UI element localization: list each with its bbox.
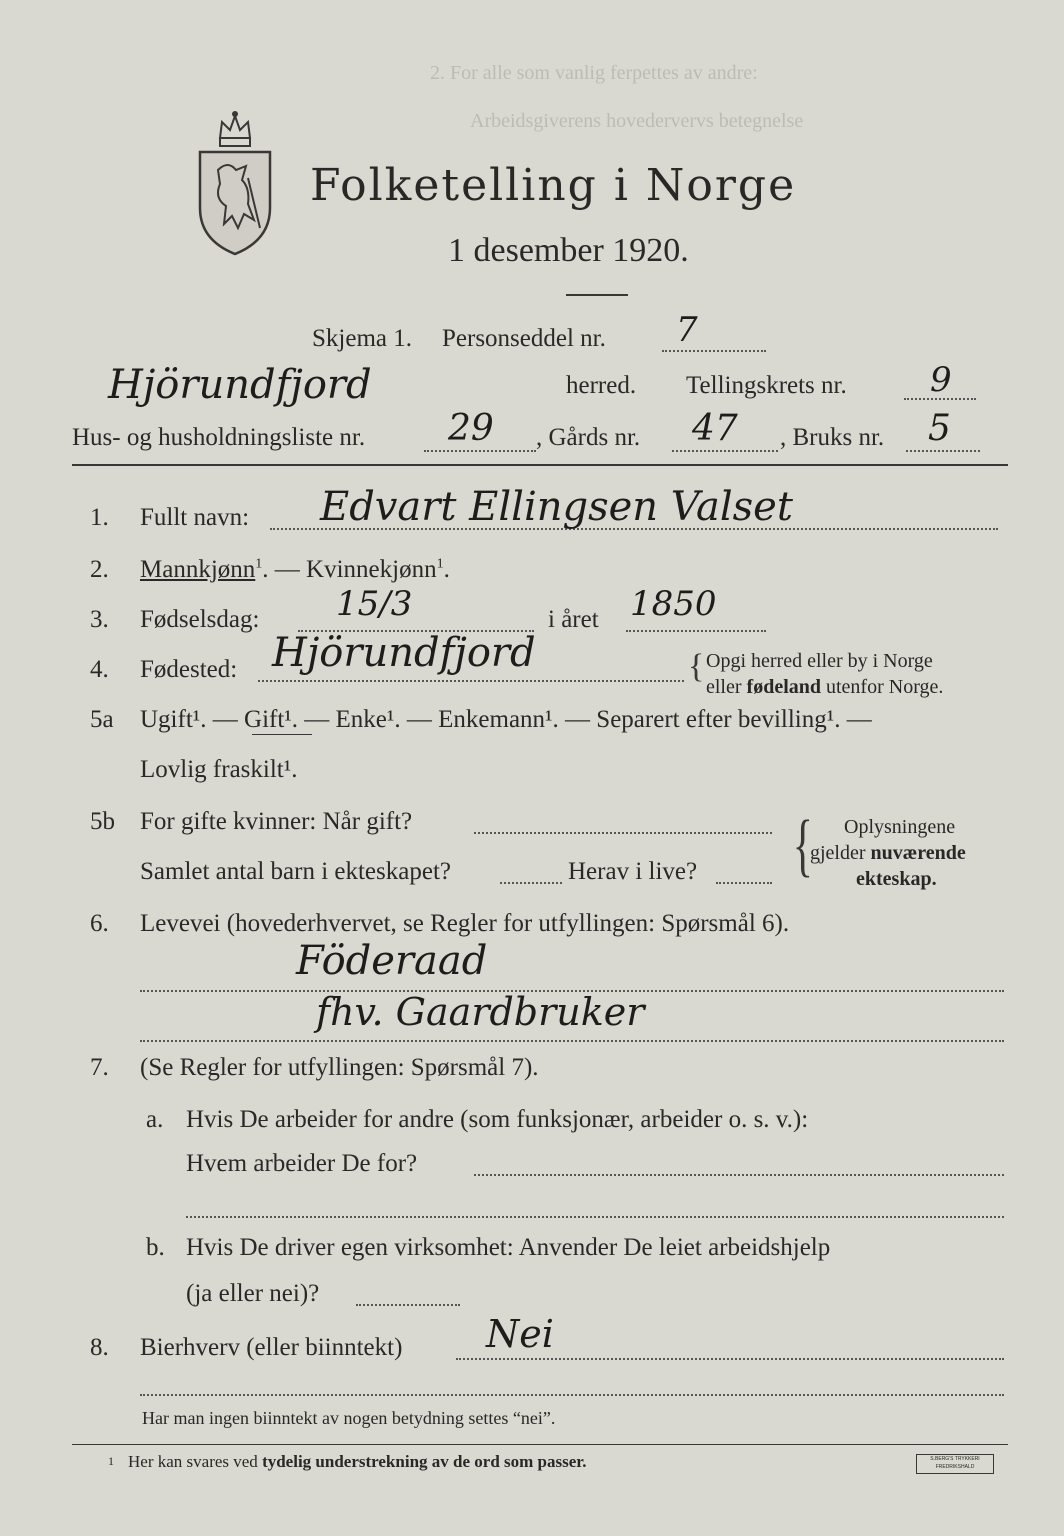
bruks-value[interactable]: 5	[928, 408, 951, 449]
year-label: i året	[548, 606, 599, 633]
birthday-value[interactable]: 15/3	[336, 584, 413, 624]
q8-number: 8.	[90, 1334, 109, 1361]
q5b-married-line	[474, 832, 772, 834]
q7-number: 7.	[90, 1054, 109, 1081]
employer-line-2[interactable]	[186, 1216, 1004, 1218]
q5b-note-line2: gjelder nuværende	[810, 842, 966, 864]
side-income-value[interactable]: Nei	[486, 1312, 554, 1356]
q1-label: Fullt navn:	[140, 504, 250, 531]
sex-options	[140, 556, 450, 584]
occupation-value-2[interactable]: fhv. Gaardbruker	[316, 990, 645, 1034]
personseddel-line	[662, 350, 766, 352]
q5b-label: For gifte kvinner: Når gift?	[140, 808, 413, 835]
alive-line	[716, 882, 772, 884]
census-date: 1 desember 1920.	[448, 232, 689, 269]
q2-footnote-mark-1: 1	[255, 556, 263, 572]
husliste-line	[424, 450, 536, 452]
q7-label: (Se Regler for utfyllingen: Spørsmål 7).	[140, 1054, 539, 1081]
q4-label: Fødested:	[140, 656, 238, 683]
q5a-number: 5a	[90, 706, 114, 733]
gards-label: , Gårds nr.	[536, 424, 641, 451]
husliste-value[interactable]: 29	[448, 408, 494, 449]
q7b-question: (ja eller nei)?	[186, 1280, 320, 1307]
bruks-line	[906, 450, 980, 452]
q5b-note-line1: Oplysningene	[844, 816, 956, 838]
footnote-mark: 1	[108, 1454, 114, 1468]
q2-end: .	[443, 556, 450, 583]
coat-of-arms-icon	[190, 108, 280, 258]
sex-female-option[interactable]: Kvinnekjønn	[306, 556, 437, 583]
full-name-value[interactable]: Edvart Ellingsen Valset	[320, 484, 793, 530]
q2-separator: . —	[262, 556, 300, 583]
q6-line-2	[140, 1040, 1004, 1042]
q8-line	[456, 1358, 1004, 1360]
q6-number: 6.	[90, 910, 109, 937]
personseddel-value[interactable]: 7	[676, 310, 698, 350]
married-underline	[252, 734, 312, 735]
alive-label: Herav i live?	[568, 858, 698, 885]
q8-label: Bierhverv (eller biinntekt)	[140, 1334, 403, 1361]
bleed-through-text-2: Arbeidsgiverens hovedervervs betegnelse	[470, 110, 804, 132]
birth-year-value[interactable]: 1850	[630, 584, 717, 624]
q3-label: Fødselsdag:	[140, 606, 260, 633]
title-divider	[566, 294, 628, 296]
printer-stamp: S.BERG'S TRYKKERI FREDRIKSHALD	[916, 1454, 994, 1474]
bleed-through-text-1: 2. For alle som vanlig ferpettes av andre:	[430, 62, 758, 84]
q7a-letter: a.	[146, 1106, 164, 1133]
sex-male-option[interactable]: Mannkjønn	[140, 556, 256, 583]
q4-number: 4.	[90, 656, 109, 683]
q1-number: 1.	[90, 504, 109, 531]
occupation-value-1[interactable]: Föderaad	[296, 938, 488, 984]
q4-line	[258, 680, 684, 682]
employer-line[interactable]	[474, 1174, 1004, 1176]
q7b-text: Hvis De driver egen virksomhet: Anvender De leiet arbeidshjelp	[186, 1234, 831, 1261]
q4-brace: {	[688, 648, 705, 685]
q7a-question: Hvem arbeider De for?	[186, 1150, 418, 1177]
birthplace-value[interactable]: Hjörundfjord	[272, 630, 536, 676]
q7a-text: Hvis De arbeider for andre (som funksjonær, arbeider o. s. v.):	[186, 1106, 809, 1133]
footer-rule	[72, 1444, 1008, 1445]
gards-value[interactable]: 47	[692, 408, 738, 449]
hired-help-line[interactable]	[356, 1304, 460, 1306]
q7b-letter: b.	[146, 1234, 165, 1261]
bruks-label: , Bruks nr.	[780, 424, 885, 451]
husliste-label: Hus- og husholdningsliste nr.	[72, 424, 366, 451]
children-label: Samlet antal barn i ekteskapet?	[140, 858, 451, 885]
gards-line	[672, 450, 778, 452]
header-rule	[72, 464, 1008, 466]
herred-value[interactable]: Hjörundfjord	[108, 362, 372, 408]
q5b-brace: {	[792, 807, 813, 884]
footer-note: Har man ingen biinntekt av nogen betydning settes “nei”.	[142, 1408, 556, 1428]
footnote-text: Her kan svares ved tydelig understrekning av de ord som passer.	[128, 1452, 587, 1471]
q4-note-line1: Opgi herred eller by i Norge	[706, 650, 933, 672]
q5b-note-line3: ekteskap.	[856, 868, 937, 890]
q2-footnote-mark-2: 1	[436, 556, 444, 572]
q3-number: 3.	[90, 606, 109, 633]
divorced-option[interactable]: Lovlig fraskilt¹.	[140, 756, 298, 783]
personseddel-label: Personseddel nr.	[442, 325, 606, 352]
tellingskrets-label: Tellingskrets nr.	[686, 372, 847, 399]
q4-note-line2: eller fødeland utenfor Norge.	[706, 676, 944, 698]
herred-label: herred.	[566, 372, 637, 399]
children-line	[500, 882, 562, 884]
q6-label: Levevei (hovederhvervet, se Regler for utfyllingen: Spørsmål 6).	[140, 910, 790, 937]
q5b-number: 5b	[90, 808, 115, 835]
year-line	[626, 630, 766, 632]
skjema-label: Skjema 1.	[312, 325, 412, 352]
q2-number: 2.	[90, 556, 109, 583]
q8-line-2	[140, 1394, 1004, 1396]
form-title: Folketelling i Norge	[310, 160, 797, 211]
marital-status-options[interactable]: Ugift¹. — Gift¹. — Enke¹. — Enkemann¹. — Separert efter bevilling¹. —	[140, 706, 872, 733]
tellingskrets-value[interactable]: 9	[930, 360, 952, 400]
